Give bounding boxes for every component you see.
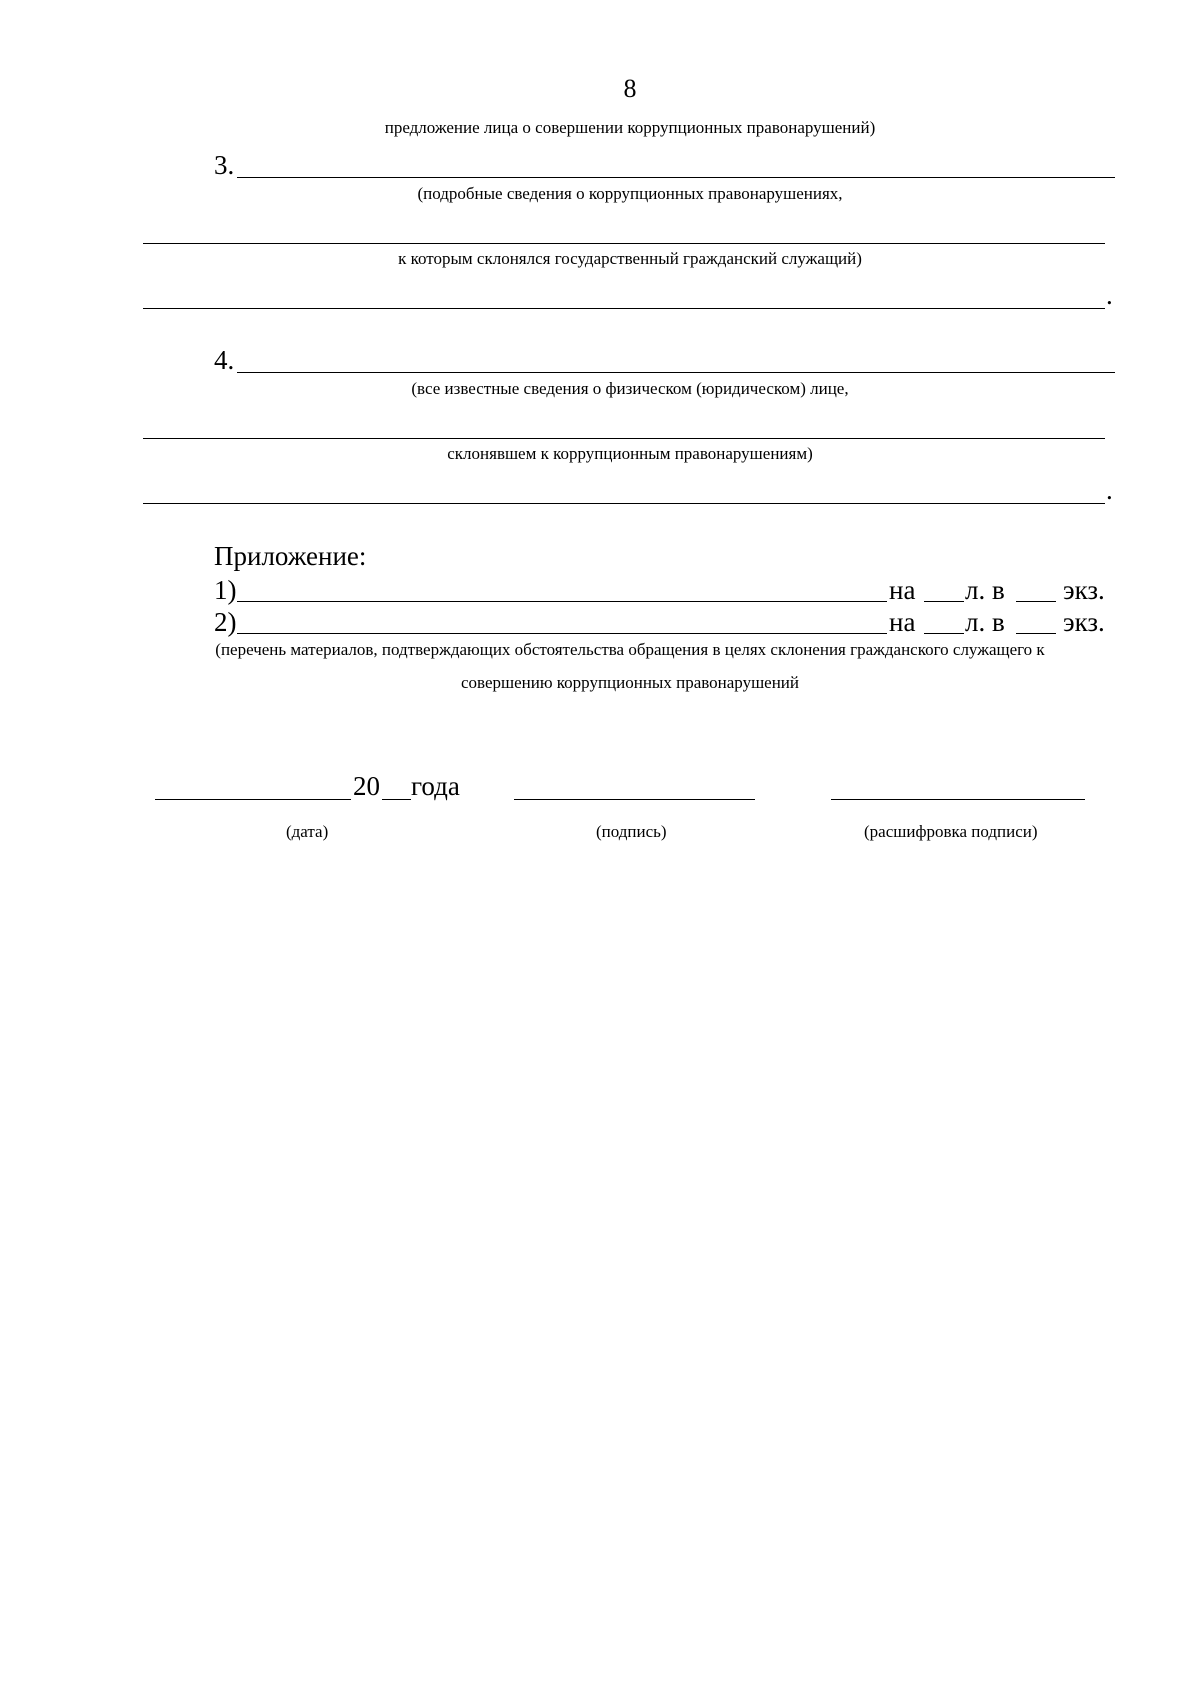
- section-4-end-mark: .: [1106, 475, 1113, 505]
- section-2-caption-end: предложение лица о совершении коррупционных правонарушений): [384, 118, 876, 137]
- signature-line[interactable]: [514, 799, 755, 800]
- appendix-item-2-on: на: [889, 607, 916, 637]
- date-line[interactable]: [155, 799, 351, 800]
- section-3-number: 3.: [214, 150, 235, 180]
- appendix-caption-1: (перечень материалов, подтверждающих обстоятельства обращения в целях склонения гражданского служащего к: [215, 640, 1045, 659]
- appendix-item-1-copies: экз.: [1063, 575, 1105, 605]
- section-4-line-2[interactable]: [143, 438, 1105, 439]
- section-3-line-2[interactable]: [143, 243, 1105, 244]
- appendix-item-1-sheets-line[interactable]: [924, 601, 964, 602]
- appendix-item-2-sheets-line[interactable]: [924, 633, 964, 634]
- appendix-item-1-copies-line[interactable]: [1016, 601, 1056, 602]
- section-3-line-3[interactable]: [143, 308, 1105, 309]
- appendix-item-2-number: 2): [214, 607, 237, 637]
- section-3-caption-2: к которым склонялся государственный гражданский служащий): [398, 249, 862, 268]
- section-4-caption-2: склонявшем к коррупционным правонарушениям): [447, 444, 813, 463]
- appendix-item-2-copies: экз.: [1063, 607, 1105, 637]
- page-number: 8: [623, 74, 637, 103]
- section-4-line-1[interactable]: [237, 372, 1115, 373]
- appendix-item-1-number: 1): [214, 575, 237, 605]
- signature-caption: (подпись): [596, 822, 667, 841]
- appendix-item-1-sheets: л. в: [965, 575, 1005, 605]
- year-prefix: 20: [353, 771, 380, 801]
- section-3-caption-1: (подробные сведения о коррупционных правонарушениях,: [417, 184, 843, 203]
- section-4-caption-1: (все известные сведения о физическом (юридическом) лице,: [411, 379, 849, 398]
- year-line[interactable]: [382, 799, 411, 800]
- date-caption: (дата): [286, 822, 329, 841]
- section-4-line-3[interactable]: [143, 503, 1105, 504]
- appendix-item-1-title-line[interactable]: [237, 601, 887, 602]
- section-3-line-1[interactable]: [237, 177, 1115, 178]
- decoding-line[interactable]: [831, 799, 1085, 800]
- year-suffix: года: [411, 771, 460, 801]
- appendix-item-1-on: на: [889, 575, 916, 605]
- appendix-heading: Приложение:: [214, 541, 367, 571]
- appendix-item-2-copies-line[interactable]: [1016, 633, 1056, 634]
- section-3-end-mark: .: [1106, 280, 1113, 310]
- appendix-item-2-title-line[interactable]: [237, 633, 887, 634]
- appendix-item-2-sheets: л. в: [965, 607, 1005, 637]
- section-4-number: 4.: [214, 345, 235, 375]
- decoding-caption: (расшифровка подписи): [864, 822, 1038, 841]
- appendix-caption-2: совершению коррупционных правонарушений: [460, 673, 800, 692]
